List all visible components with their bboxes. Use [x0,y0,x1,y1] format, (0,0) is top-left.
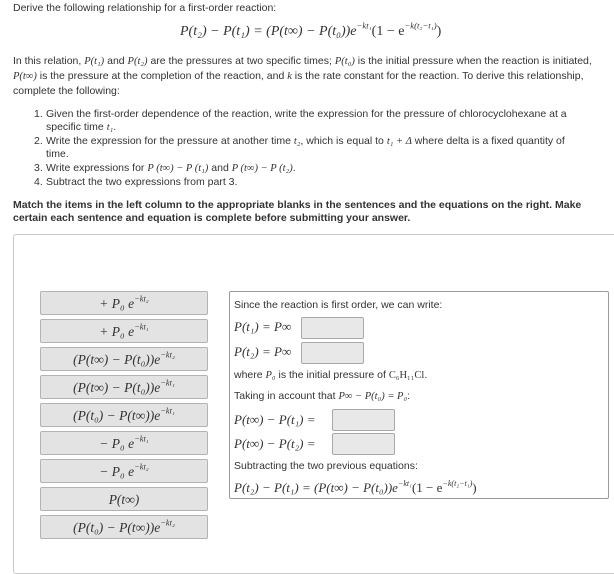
draggable-tile[interactable]: $(P(t\infty) - P(t_0))e^{-kt_1}$ [40,375,208,399]
drop-blank-pt2[interactable] [301,342,364,364]
main-equation: $P(t_2) - P(t_1) = (P(t\infty) - P(t_0))e^{-kt_1}(1 - e^{-k(t_2-t_1)})$ [180,20,442,39]
draggable-tile[interactable]: + P₀ $e^{-kt_1}$ [40,319,208,343]
sentence-taking-account: Taking in account that P∞ − P(t₀) = P₀: [234,390,411,402]
draggable-tile[interactable]: $(P(t_0) - P(t\infty))e^{-kt_1}$ [40,403,208,427]
draggable-tile[interactable]: $(P(t_0) - P(t\infty))e^{-kt_2}$ [40,515,208,539]
step-item: 3. Write expressions for P (t∞) − P (t₁) and P (t∞) − P (t₂). [34,162,296,174]
equation-pinf-minus-pt1: P(t∞) − P(t₁) = [234,412,316,427]
draggable-tile[interactable]: $(P(t\infty) - P(t_0))e^{-kt_2}$ [40,347,208,371]
step-item: 2. Write the expression for the pressure at another time t₂, which is equal to t₁ + Δ where delta is a fixed quantity of time. [34,135,565,160]
equation-pt2: P(t₂) = P∞ [234,344,292,359]
sentence-where: where P₀ is the initial pressure of C₆H₁₁Cl. [234,369,428,381]
draggable-tile[interactable]: + P₀ $e^{-kt_2}$ [40,291,208,315]
steps-list [34,108,599,190]
drop-blank-pinf-pt2[interactable] [332,433,395,455]
final-equation: $P(t_2) - P(t_1) = (P(t\infty) - P(t_0))e^{-kt_1}(1 - e^{-k(t_2-t_1)})$ [234,478,477,495]
step-item: 1. Given the first-order dependence of the reaction, write the expression for the pressure of chlorocyclohexane at a specific time t₁. [34,108,567,133]
sentence-first-order: Since the reaction is first order, we can write: [234,299,443,311]
drop-blank-pt1[interactable] [301,317,364,339]
draggable-tile[interactable]: P(t∞) [40,487,208,511]
target-sentences-panel [229,291,609,499]
equation-pinf-minus-pt2: P(t∞) − P(t₂) = [234,436,316,451]
equation-pt1: P(t₁) = P∞ [234,319,292,334]
description-paragraph: In this relation, P(t₁) and P(t₂) are the pressures at two specific times; P(t₀) is the initial pressure when the reaction is initiated, P(t∞) is the pressure at the completion of the reaction, and k is the rate constant for the reaction. To derive this relationship, complete the following: [13,55,592,97]
draggable-tile[interactable]: − P₀ $e^{-kt_1}$ [40,431,208,455]
match-instructions: Match the items in the left column to the appropriate blanks in the sentences and the equations on the right. Make certain each sentence and equation is complete before submitting your answer. [13,199,582,224]
drop-blank-pinf-pt1[interactable] [332,409,395,431]
intro-text: Derive the following relationship for a first-order reaction: [13,2,277,14]
draggable-tile[interactable]: − P₀ $e^{-kt_2}$ [40,459,208,483]
sentence-subtracting: Subtracting the two previous equations: [234,460,418,472]
step-item: 4. Subtract the two expressions from part 3. [34,176,238,188]
